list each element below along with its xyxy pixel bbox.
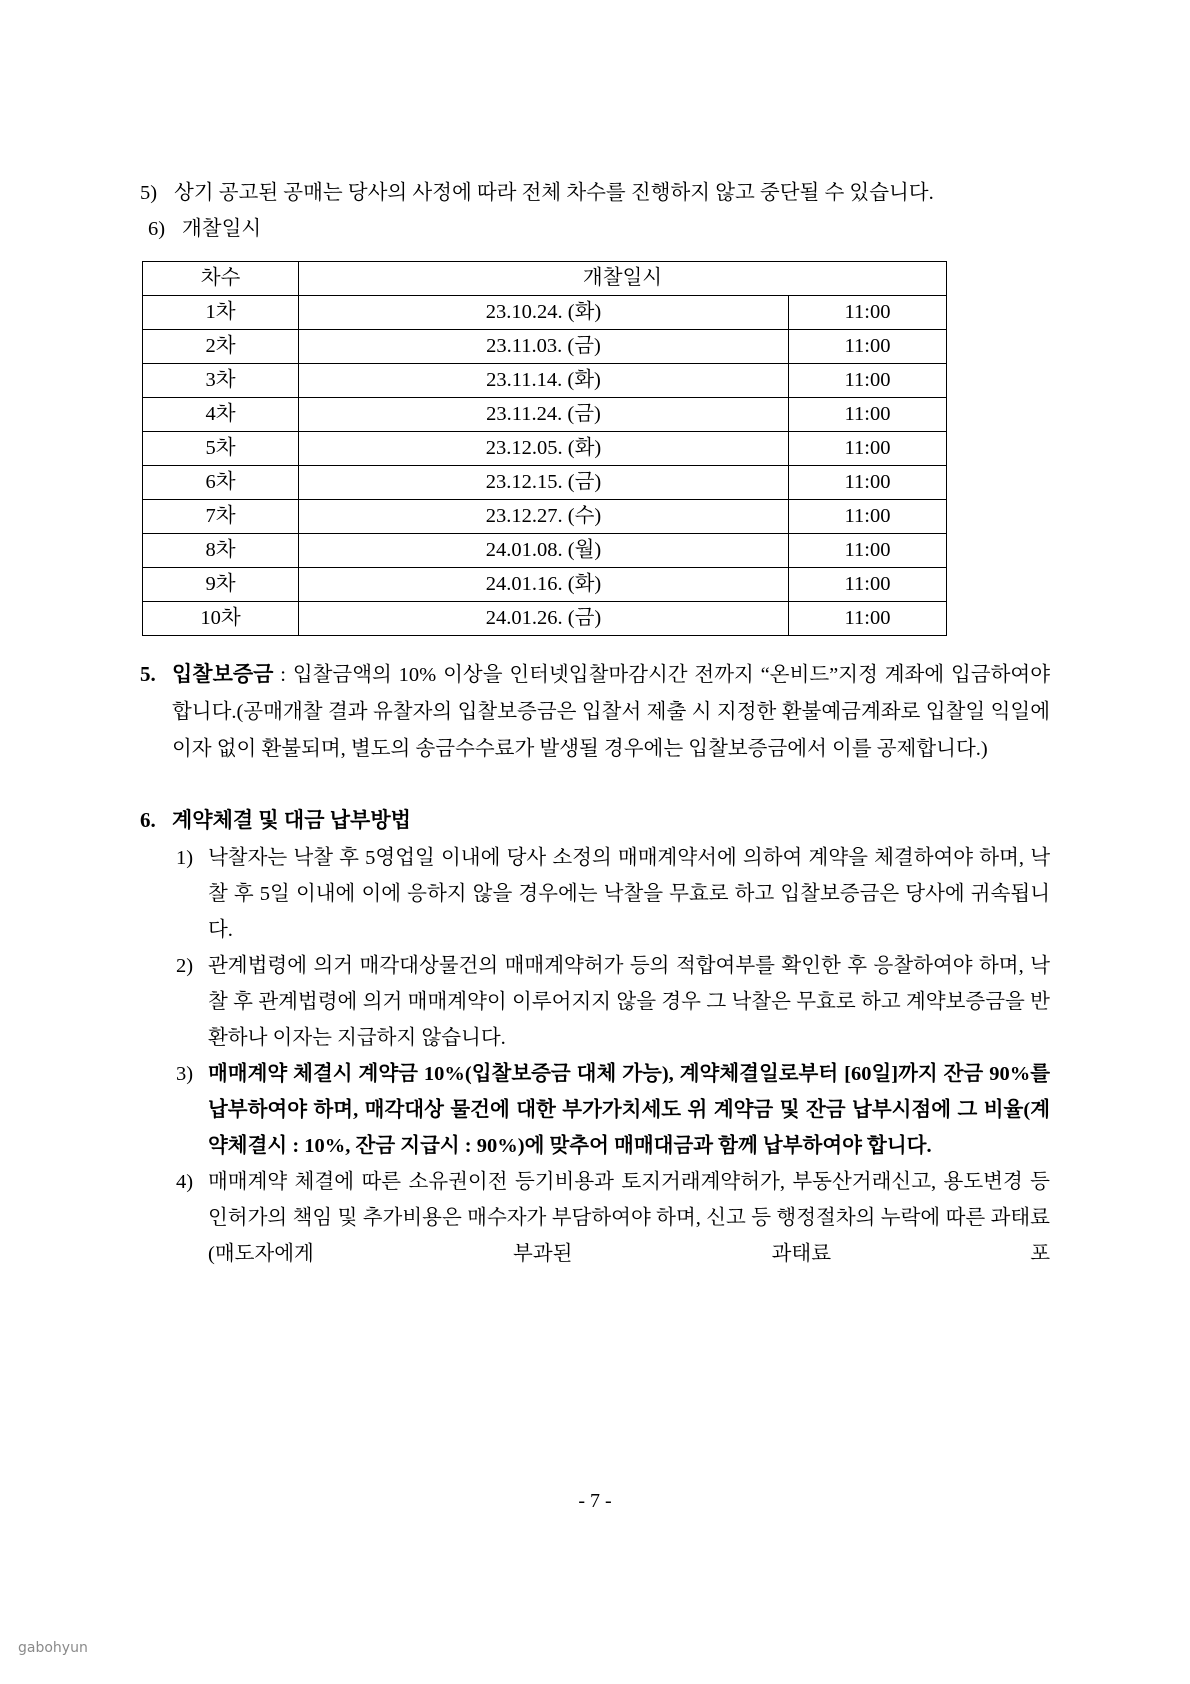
cell-round: 1차 — [143, 296, 299, 330]
list-item-text: 낙찰자는 낙찰 후 5영업일 이내에 당사 소정의 매매계약서에 의하여 계약을 체결하여야 하며, 낙찰 후 5일 이내에 이에 응하지 않을 경우에는 낙찰을 무효로 하고 입찰보증금은 당사에 귀속됩니다. — [208, 847, 1050, 941]
cell-date: 23.12.27. (수) — [299, 500, 789, 534]
table-header-datetime: 개찰일시 — [299, 262, 947, 296]
table-row — [143, 296, 947, 330]
cell-round: 2차 — [143, 330, 299, 364]
cell-date: 23.11.03. (금) — [299, 330, 789, 364]
cell-time: 11:00 — [789, 568, 947, 602]
section-text: : 입찰금액의 10% 이상을 인터넷입찰마감시간 전까지 “온비드”지정 계좌에 입금하여야 합니다.(공매개찰 결과 유찰자의 입찰보증금은 입찰서 제출 시 지정한 환불예금계좌로 입찰일 익일에 이자 없이 환불되며, 별도의 송금수수료가 발생될 경우에는 입찰보증금에서 이를 공제합니다.) — [172, 664, 1050, 760]
list-marker: 2) — [176, 955, 194, 977]
cell-date: 24.01.26. (금) — [299, 602, 789, 636]
table-row — [143, 364, 947, 398]
cell-date: 23.11.14. (화) — [299, 364, 789, 398]
cell-time: 11:00 — [789, 500, 947, 534]
page-number: - 7 - — [578, 1490, 612, 1512]
list-item-text: 상기 공고된 공매는 당사의 사정에 따라 전체 차수를 진행하지 않고 중단될 수 있습니다. — [174, 182, 934, 204]
list-item-6-4 — [172, 1164, 1050, 1272]
cell-round: 5차 — [143, 432, 299, 466]
section-title: 계약체결 및 대금 납부방법 — [172, 808, 411, 832]
list-marker: 3) — [176, 1063, 194, 1085]
table-row — [143, 330, 947, 364]
schedule-table — [142, 261, 947, 636]
list-item-6-2 — [172, 948, 1050, 1056]
section-number: 5. — [140, 662, 156, 686]
cell-time: 11:00 — [789, 534, 947, 568]
cell-round: 6차 — [143, 466, 299, 500]
table-row — [143, 534, 947, 568]
list-marker: 6) — [148, 218, 166, 240]
table-header-row — [143, 262, 947, 296]
cell-round: 9차 — [143, 568, 299, 602]
list-item-text: 개찰일시 — [182, 218, 262, 240]
page-content — [140, 175, 1050, 1272]
table-row — [143, 602, 947, 636]
table-header-round: 차수 — [143, 262, 299, 296]
list-item-intro-6 — [140, 211, 1050, 247]
section-6-list — [140, 840, 1050, 1272]
cell-round: 7차 — [143, 500, 299, 534]
cell-date: 23.12.05. (화) — [299, 432, 789, 466]
table-row — [143, 466, 947, 500]
list-item-intro-5 — [140, 175, 1050, 211]
list-item-text: 매매계약 체결시 계약금 10%(입찰보증금 대체 가능), 계약체결일로부터 [60일]까지 잔금 90%를 납부하여야 하며, 매각대상 물건에 대한 부가가치세도 위 계약금 및 잔금 납부시점에 그 비율(계약체결시 : 10%, 잔금 지급시 : 90%)에 맞추어 매매대금과 함께 납부하여야 합니다. — [208, 1063, 1050, 1157]
table-row — [143, 432, 947, 466]
cell-date: 24.01.16. (화) — [299, 568, 789, 602]
list-item-6-1 — [172, 840, 1050, 948]
table-row — [143, 398, 947, 432]
list-item-6-3 — [172, 1056, 1050, 1164]
cell-date: 23.10.24. (화) — [299, 296, 789, 330]
section-number: 6. — [140, 808, 156, 832]
section-5 — [140, 656, 1050, 768]
cell-time: 11:00 — [789, 466, 947, 500]
table-row — [143, 568, 947, 602]
cell-round: 10차 — [143, 602, 299, 636]
section-title: 입찰보증금 — [172, 662, 274, 686]
section-6 — [140, 802, 1050, 840]
cell-time: 11:00 — [789, 296, 947, 330]
list-item-text: 매매계약 체결에 따른 소유권이전 등기비용과 토지거래계약허가, 부동산거래신고, 용도변경 등 인허가의 책임 및 추가비용은 매수자가 부담하여야 하며, 신고 등 행정절차의 누락에 따른 과태료(매도자에게 부과된 과태료 포 — [208, 1171, 1050, 1265]
cell-time: 11:00 — [789, 432, 947, 466]
section-body — [172, 656, 1050, 768]
cell-date: 23.11.24. (금) — [299, 398, 789, 432]
cell-time: 11:00 — [789, 602, 947, 636]
cell-round: 8차 — [143, 534, 299, 568]
cell-time: 11:00 — [789, 398, 947, 432]
cell-time: 11:00 — [789, 364, 947, 398]
cell-date: 23.12.15. (금) — [299, 466, 789, 500]
cell-round: 3차 — [143, 364, 299, 398]
watermark-label: gabohyun — [18, 1640, 88, 1656]
list-marker: 5) — [140, 182, 158, 204]
list-marker: 1) — [176, 847, 194, 869]
list-marker: 4) — [176, 1171, 194, 1193]
table-row — [143, 500, 947, 534]
cell-date: 24.01.08. (월) — [299, 534, 789, 568]
cell-time: 11:00 — [789, 330, 947, 364]
cell-round: 4차 — [143, 398, 299, 432]
list-item-text: 관계법령에 의거 매각대상물건의 매매계약허가 등의 적합여부를 확인한 후 응찰하여야 하며, 낙찰 후 관계법령에 의거 매매계약이 이루어지지 않을 경우 그 낙찰은 무효로 하고 계약보증금을 반환하나 이자는 지급하지 않습니다. — [208, 955, 1050, 1049]
section-heading — [172, 802, 1050, 840]
